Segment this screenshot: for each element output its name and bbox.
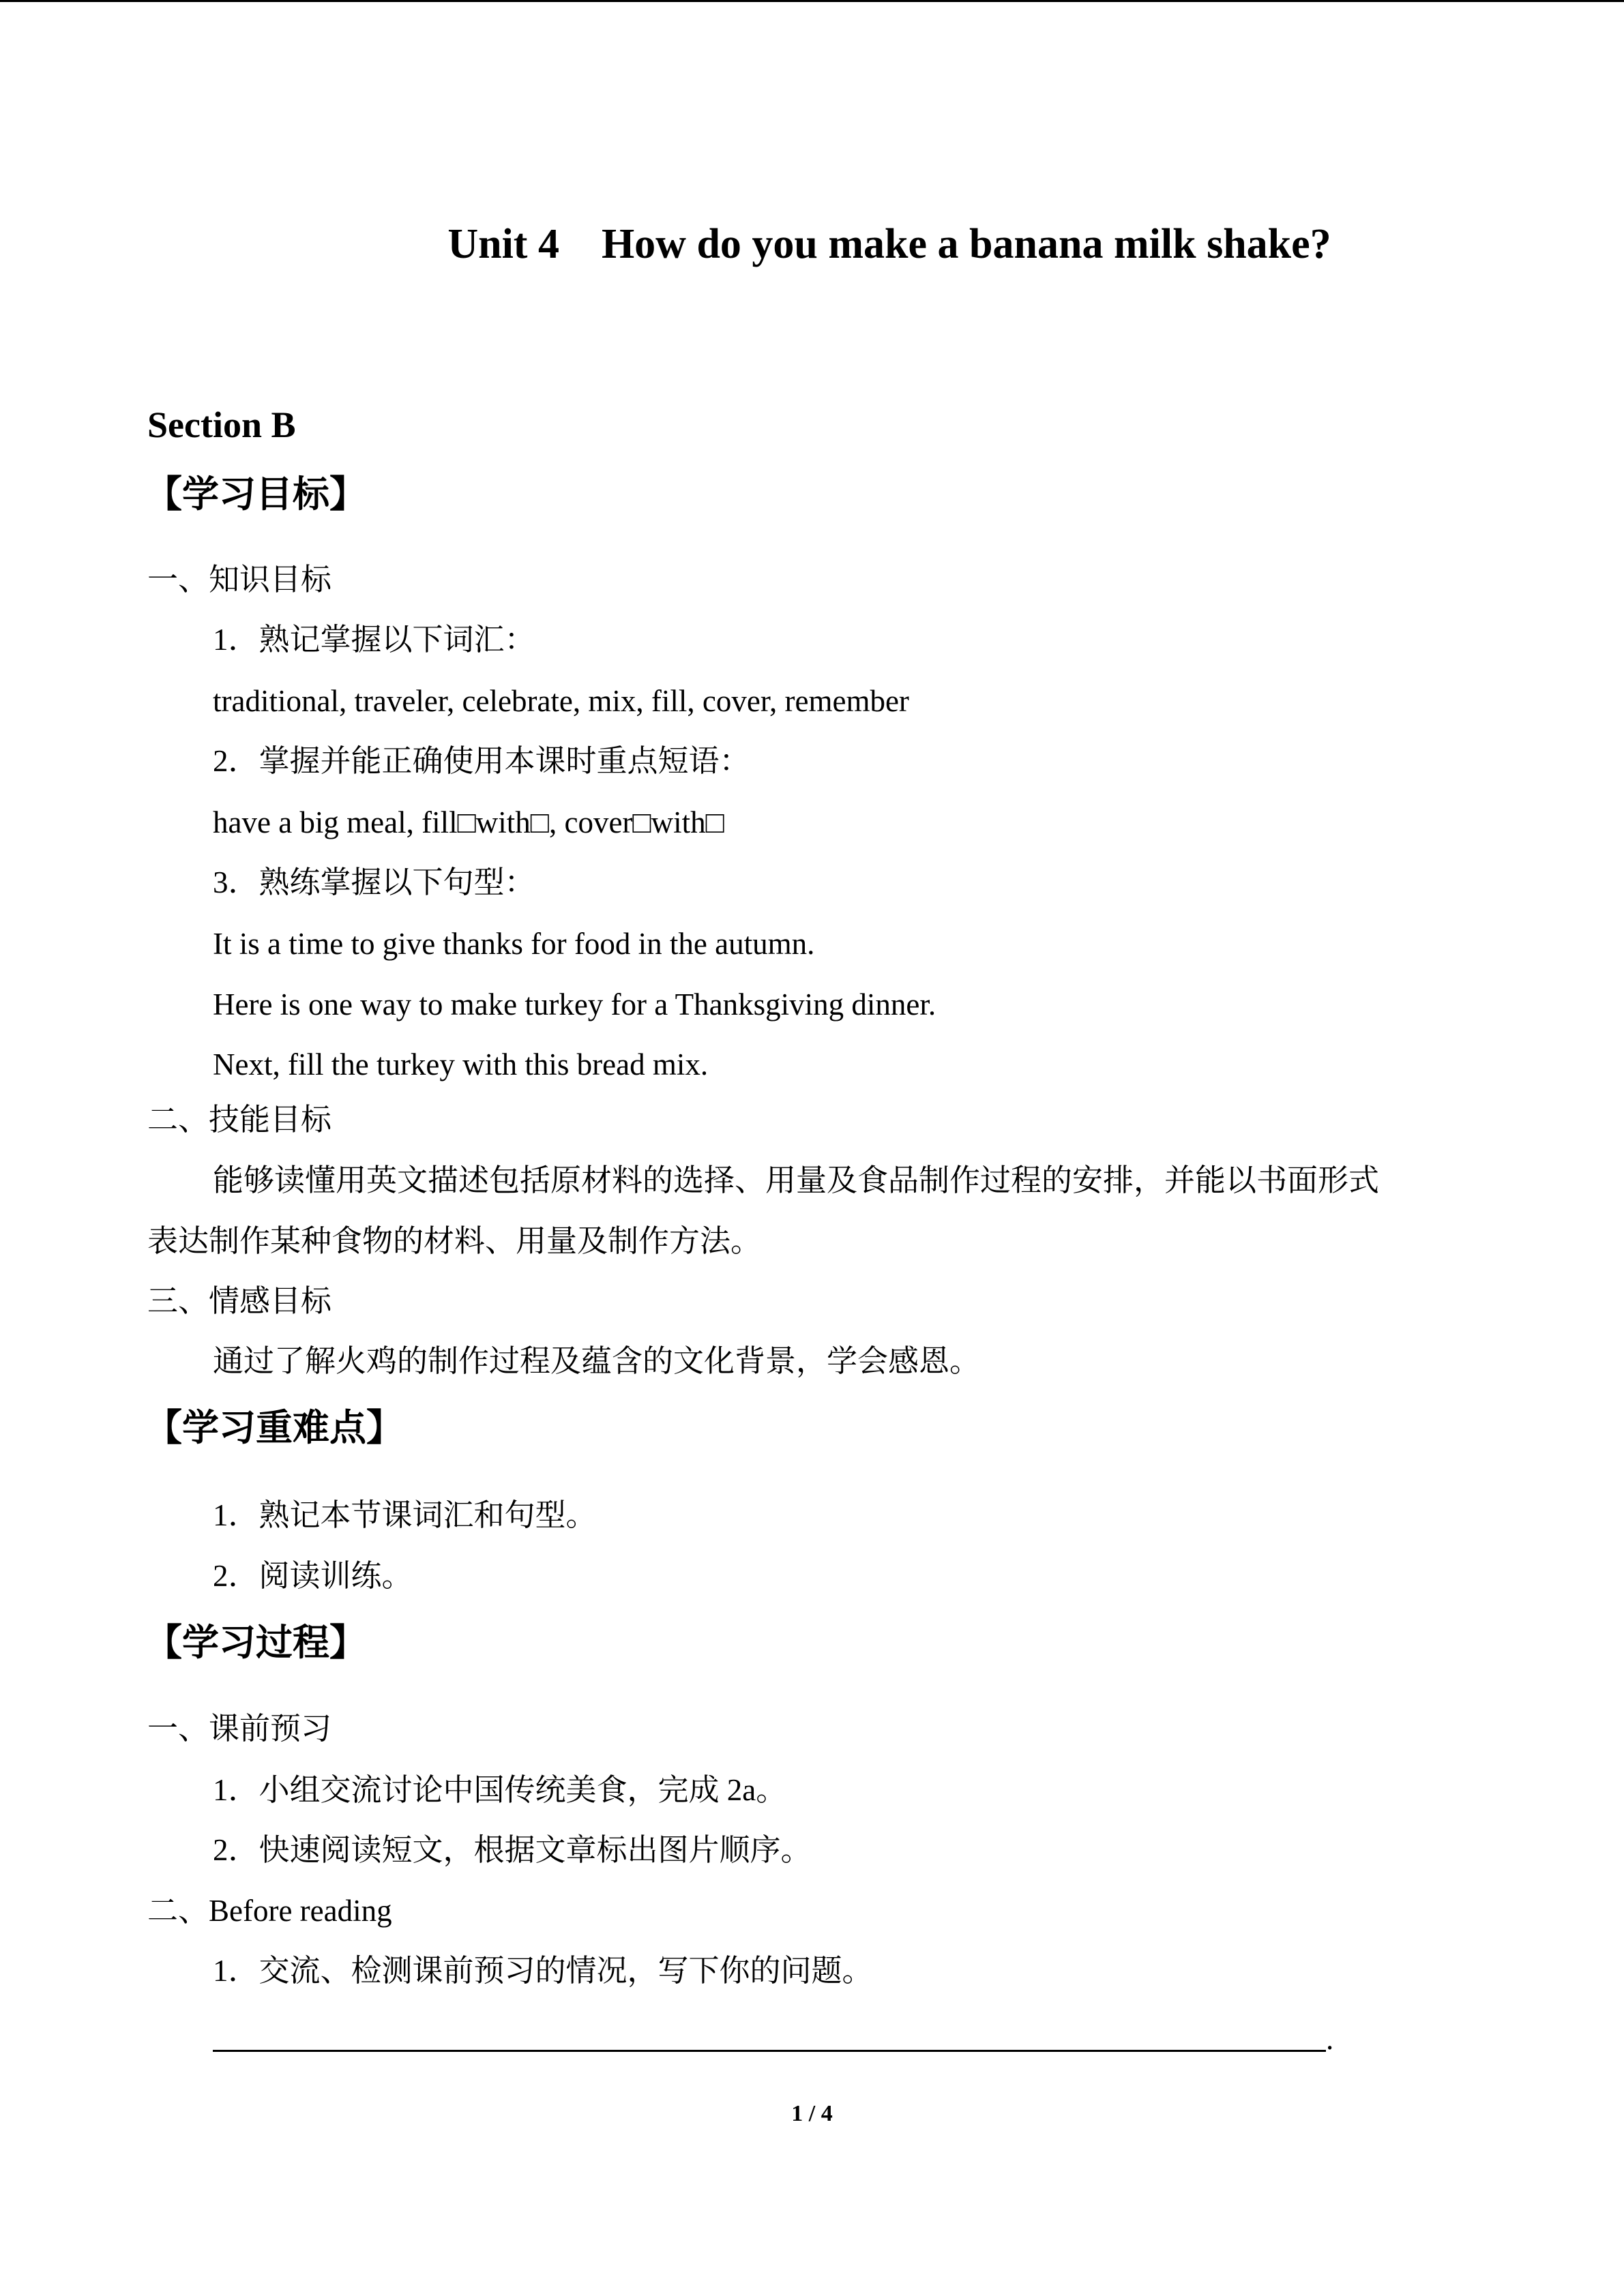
preview-item: 2．快速阅读短文，根据文章标出图片顺序。 bbox=[213, 1833, 812, 1867]
preview-item: 1．小组交流讨论中国传统美食，完成 2a。 bbox=[213, 1773, 787, 1807]
before-reading-label: 二、Before reading bbox=[147, 1894, 392, 1928]
skills-goal-text: 能够读懂用英文描述包括原材料的选择、用量及食品制作过程的安排，并能以书面形式 bbox=[213, 1163, 1380, 1197]
objectives-heading: 【学习目标】 bbox=[145, 473, 366, 516]
emotion-goal-label: 三、情感目标 bbox=[147, 1284, 332, 1318]
knowledge-item-2: 2．掌握并能正确使用本课时重点短语： bbox=[213, 744, 750, 778]
knowledge-item-3: 3．熟练掌握以下句型： bbox=[213, 865, 535, 899]
skills-goal-text-continued: 表达制作某种食物的材料、用量及制作方法。 bbox=[147, 1224, 762, 1258]
vocabulary-list: traditional, traveler, celebrate, mix, fill, cover, remember bbox=[213, 684, 909, 718]
skills-goal-label: 二、技能目标 bbox=[147, 1103, 332, 1137]
knowledge-item-1: 1．熟记掌握以下词汇： bbox=[213, 623, 535, 657]
section-label: Section B bbox=[147, 404, 296, 445]
process-heading: 【学习过程】 bbox=[145, 1621, 366, 1664]
answer-blank-line[interactable] bbox=[213, 2050, 1326, 2052]
emotion-goal-text: 通过了解火鸡的制作过程及蕴含的文化背景，学会感恩。 bbox=[213, 1344, 981, 1378]
before-reading-item-1: 1．交流、检测课前预习的情况，写下你的问题。 bbox=[213, 1954, 873, 1988]
phrase-list: have a big meal, fill□with□, cover□with□ bbox=[213, 805, 724, 839]
knowledge-goal-label: 一、知识目标 bbox=[147, 563, 332, 597]
answer-blank-period: . bbox=[1326, 2022, 1334, 2056]
sentence-pattern: It is a time to give thanks for food in the autumn. bbox=[213, 927, 815, 961]
preview-label: 一、课前预习 bbox=[147, 1712, 332, 1746]
key-points-heading: 【学习重难点】 bbox=[145, 1406, 403, 1449]
page-number: 1 / 4 bbox=[791, 2101, 833, 2126]
page-title: Unit 4 How do you make a banana milk shake? bbox=[447, 221, 1331, 267]
key-point-item: 1．熟记本节课词汇和句型。 bbox=[213, 1498, 597, 1532]
key-point-item: 2．阅读训练。 bbox=[213, 1559, 413, 1593]
top-border-rule bbox=[0, 0, 1624, 2]
sentence-pattern: Next, fill the turkey with this bread mix. bbox=[213, 1047, 709, 1082]
sentence-pattern: Here is one way to make turkey for a Thanksgiving dinner. bbox=[213, 987, 936, 1022]
